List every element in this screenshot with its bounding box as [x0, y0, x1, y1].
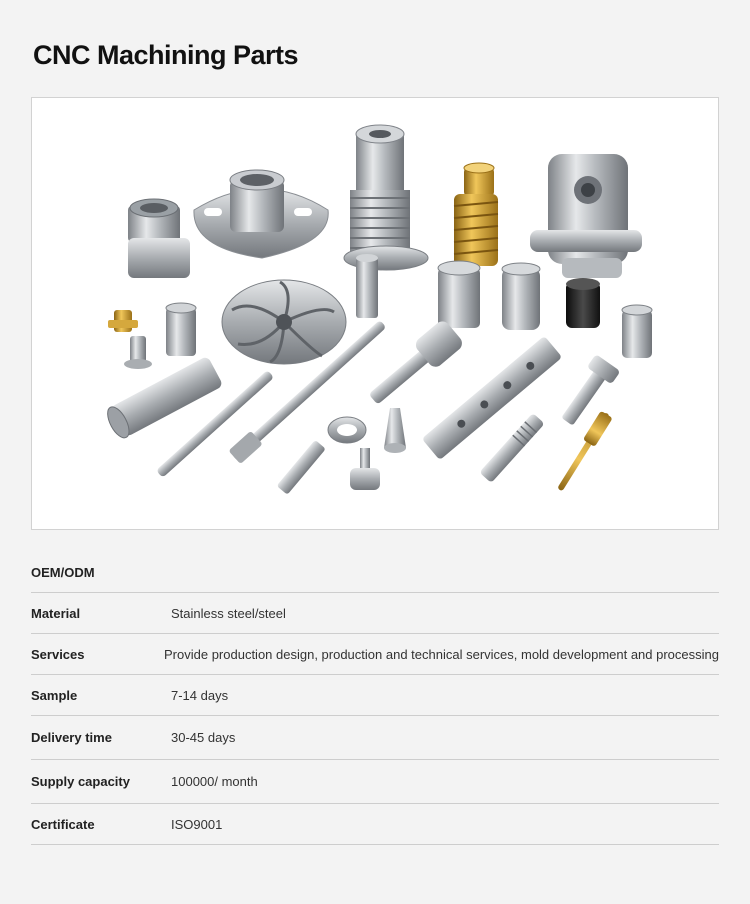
- part-threaded-stud: [356, 254, 378, 318]
- spec-key: OEM/ODM: [31, 564, 95, 580]
- part-brass-nipple: [108, 310, 138, 332]
- spec-row-oem: [31, 552, 719, 593]
- spec-key: Supply capacity: [31, 774, 130, 789]
- part-sleeve: [622, 305, 652, 358]
- part-ring: [328, 417, 366, 443]
- part-threaded-insert: [166, 303, 196, 356]
- part-housing: [530, 154, 642, 278]
- spec-row-certificate: [31, 804, 719, 845]
- part-flanged-nipple: [128, 199, 190, 278]
- part-threaded-cylinder: [344, 125, 428, 270]
- spec-key: Certificate: [31, 816, 95, 832]
- spec-value: Stainless steel/steel: [171, 605, 286, 621]
- part-grooved-pin: [277, 440, 326, 495]
- spec-value: 30-45 days: [171, 730, 236, 745]
- spec-key: Delivery time: [31, 730, 112, 745]
- part-knurled-pin: [479, 413, 544, 483]
- part-brass-probe: [554, 410, 614, 494]
- spec-value: Provide production design, production and technical services, mold development and processing: [164, 646, 719, 662]
- part-impeller: [222, 280, 346, 364]
- spec-key: Services: [31, 646, 85, 662]
- spec-row-delivery: [31, 716, 719, 760]
- spec-value: ISO9001: [171, 816, 223, 832]
- spec-key: Sample: [31, 687, 78, 703]
- spec-key: Material: [31, 605, 81, 621]
- part-cone-pin: [384, 408, 406, 453]
- spec-value: 100000/ month: [171, 774, 258, 789]
- spec-row-material: [31, 593, 719, 634]
- part-flange-plate: [194, 170, 328, 258]
- spec-row-supply: [31, 760, 719, 804]
- part-small-valve: [124, 336, 152, 369]
- spec-table: [31, 552, 719, 845]
- page-title: CNC Machining Parts: [33, 40, 299, 70]
- part-hex-fitting: [438, 261, 480, 328]
- part-brass-worm: [454, 163, 498, 266]
- product-photo: [31, 97, 719, 530]
- spec-row-sample: [31, 675, 719, 716]
- spec-value: 7-14 days: [171, 687, 229, 703]
- part-collar-fitting: [502, 263, 540, 330]
- spec-row-services: [31, 634, 719, 675]
- part-black-bushing: [566, 278, 600, 328]
- part-headed-screw: [350, 448, 380, 490]
